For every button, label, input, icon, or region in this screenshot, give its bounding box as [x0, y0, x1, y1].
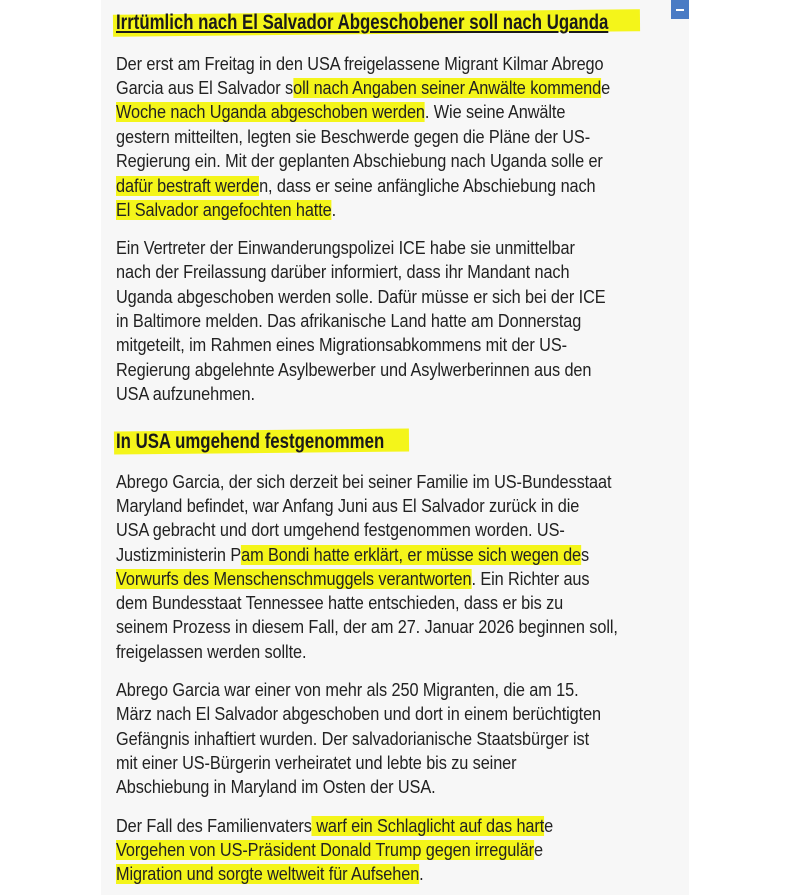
- text-line: USA aufzunehmen.: [116, 384, 255, 404]
- text-line: nach der Freilassung darüber informiert, dass ihr Mandant nach: [116, 262, 570, 282]
- highlighted-text: El Salvador angefochten hatte: [116, 200, 332, 220]
- text-line: Abrego Garcia, der sich derzeit bei seiner Familie im US-Bundesstaat: [116, 472, 612, 492]
- text-line: Woche nach Uganda abgeschoben werden. Wie seine Anwälte: [116, 102, 566, 122]
- highlighted-text: Vorgehen von US-Präsident Donald Trump gegen irregulär: [116, 840, 534, 860]
- text-line: März nach El Salvador abgeschoben und dort in einem berüchtigten: [116, 704, 602, 724]
- text-line: El Salvador angefochten hatte.: [116, 200, 337, 220]
- text-line: Regierung abgelehnte Asylbewerber und Asylwerberinnen aus den: [116, 360, 592, 380]
- highlighted-text: am Bondi hatte erklärt, er müsse sich wegen de: [241, 545, 582, 565]
- text-line: Ein Vertreter der Einwanderungspolizei ICE habe sie unmittelbar: [116, 238, 575, 258]
- text-line: Gefängnis inhaftiert wurden. Der salvadorianische Staatsbürger ist: [116, 729, 590, 749]
- section-heading: In USA umgehend festgenommen: [116, 430, 385, 453]
- text-line: mitgeteilt, im Rahmen eines Migrationsabkommens mit der US-: [116, 335, 567, 355]
- text-line: Der Fall des Familienvaters warf ein Schlaglicht auf das harte: [116, 816, 554, 836]
- text-line: Abschiebung in Maryland im Osten der USA.: [116, 777, 436, 797]
- text-line: USA gebracht und dort umgehend festgenommen worden. US-: [116, 520, 565, 540]
- text-line: Maryland befindet, war Anfang Juni aus El Salvador zurück in die: [116, 496, 580, 516]
- text-line: Uganda abgeschoben werden solle. Dafür müsse er sich bei der ICE: [116, 287, 606, 307]
- highlighted-text: oll nach Angaben seiner Anwälte kommend: [293, 78, 602, 98]
- text-line: Der erst am Freitag in den USA freigelassene Migrant Kilmar Abrego: [116, 54, 604, 74]
- highlighted-text: warf ein Schlaglicht auf das hart: [311, 816, 545, 836]
- text-line: mit einer US-Bürgerin verheiratet und lebte bis zu seiner: [116, 753, 517, 773]
- text-line: Abrego Garcia war einer von mehr als 250 Migranten, die am 15.: [116, 680, 579, 700]
- text-line: dafür bestraft werden, dass er seine anfängliche Abschiebung nach: [116, 176, 596, 196]
- text-line: Vorwurfs des Menschenschmuggels verantworten. Ein Richter aus: [116, 569, 590, 589]
- text-line: Regierung ein. Mit der geplanten Abschiebung nach Uganda solle er: [116, 151, 603, 171]
- text-line: freigelassen werden sollte.: [116, 642, 307, 662]
- text-line: Vorgehen von US-Präsident Donald Trump gegen irreguläre: [116, 840, 543, 860]
- text-line: in Baltimore melden. Das afrikanische Land hatte am Donnerstag: [116, 311, 582, 331]
- text-line: Justizministerin Pam Bondi hatte erklärt, er müsse sich wegen des: [116, 545, 590, 565]
- text-line: Garcia aus El Salvador soll nach Angaben seiner Anwälte kommende: [116, 78, 611, 98]
- text-line: gestern mitteilten, legten sie Beschwerde gegen die Pläne der US-: [116, 127, 591, 147]
- highlighted-text: Vorwurfs des Menschenschmuggels verantworten: [116, 569, 472, 589]
- text-line: Migration und sorgte weltweit für Aufsehen.: [116, 864, 424, 884]
- highlighted-text: Woche nach Uganda abgeschoben werden: [116, 102, 425, 122]
- text-line: dem Bundesstaat Tennessee hatte entschieden, dass er bis zu: [116, 593, 564, 613]
- highlighted-text: dafür bestraft werde: [116, 176, 260, 196]
- text-line: seinem Prozess in diesem Fall, der am 27. Januar 2026 beginnen soll,: [116, 617, 618, 637]
- article-heading: Irrtümlich nach El Salvador Abgeschobener soll nach Uganda: [116, 11, 609, 34]
- collapse-button[interactable]: [671, 0, 689, 19]
- highlighted-text: Migration und sorgte weltweit für Aufsehen: [116, 864, 420, 884]
